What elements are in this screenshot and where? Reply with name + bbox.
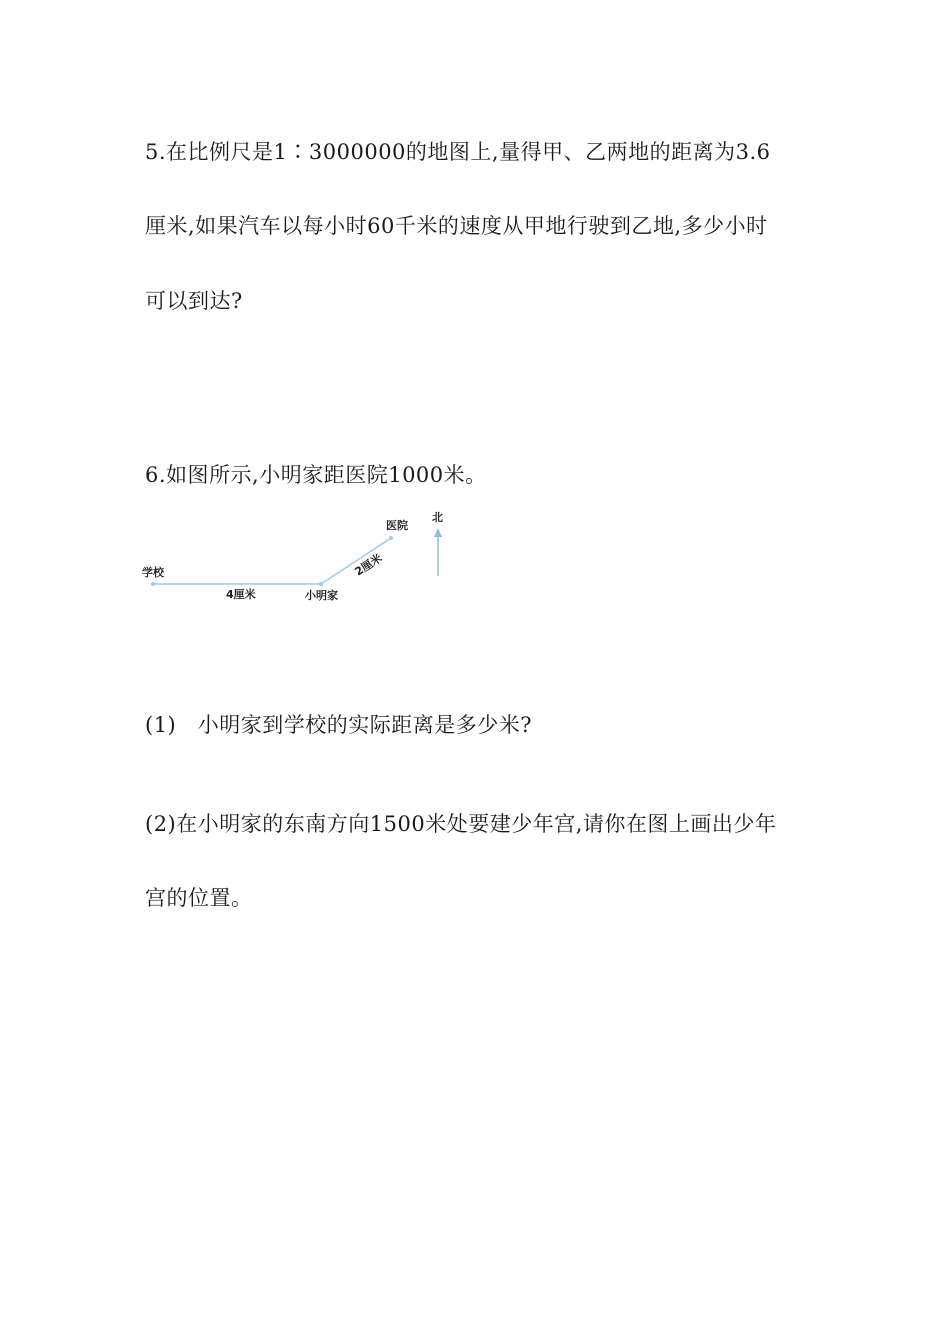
hospital-label: 医院	[386, 519, 408, 532]
question-6-part-1: (1) 小明家到学校的实际距离是多少米?	[145, 713, 533, 737]
question-6-part-2-line-2: 宫的位置。	[145, 886, 253, 910]
school-label: 学校	[142, 566, 164, 579]
route-diagram-svg	[138, 505, 458, 605]
question-5-line-3: 可以到达?	[145, 289, 243, 313]
question-5-line-1: 5.在比例尺是1∶3000000的地图上,量得甲、乙两地的距离为3.6	[145, 140, 771, 164]
school-home-distance-label: 4厘米	[226, 588, 256, 601]
question-6-intro: 6.如图所示,小明家距医院1000米。	[145, 463, 487, 487]
home-hospital-distance-label: 2厘米	[352, 551, 385, 579]
north-label: 北	[432, 511, 443, 524]
question-6-part-2-line-1: (2)在小明家的东南方向1500米处要建少年宫,请你在图上画出少年	[145, 812, 777, 836]
question-5-line-2: 厘米,如果汽车以每小时60千米的速度从甲地行驶到乙地,多少小时	[145, 214, 768, 238]
hospital-point	[389, 536, 393, 540]
school-point	[151, 582, 155, 586]
home-point	[319, 582, 323, 586]
home-label: 小明家	[305, 589, 338, 602]
north-arrow-icon	[434, 528, 442, 537]
route-diagram	[138, 505, 458, 605]
